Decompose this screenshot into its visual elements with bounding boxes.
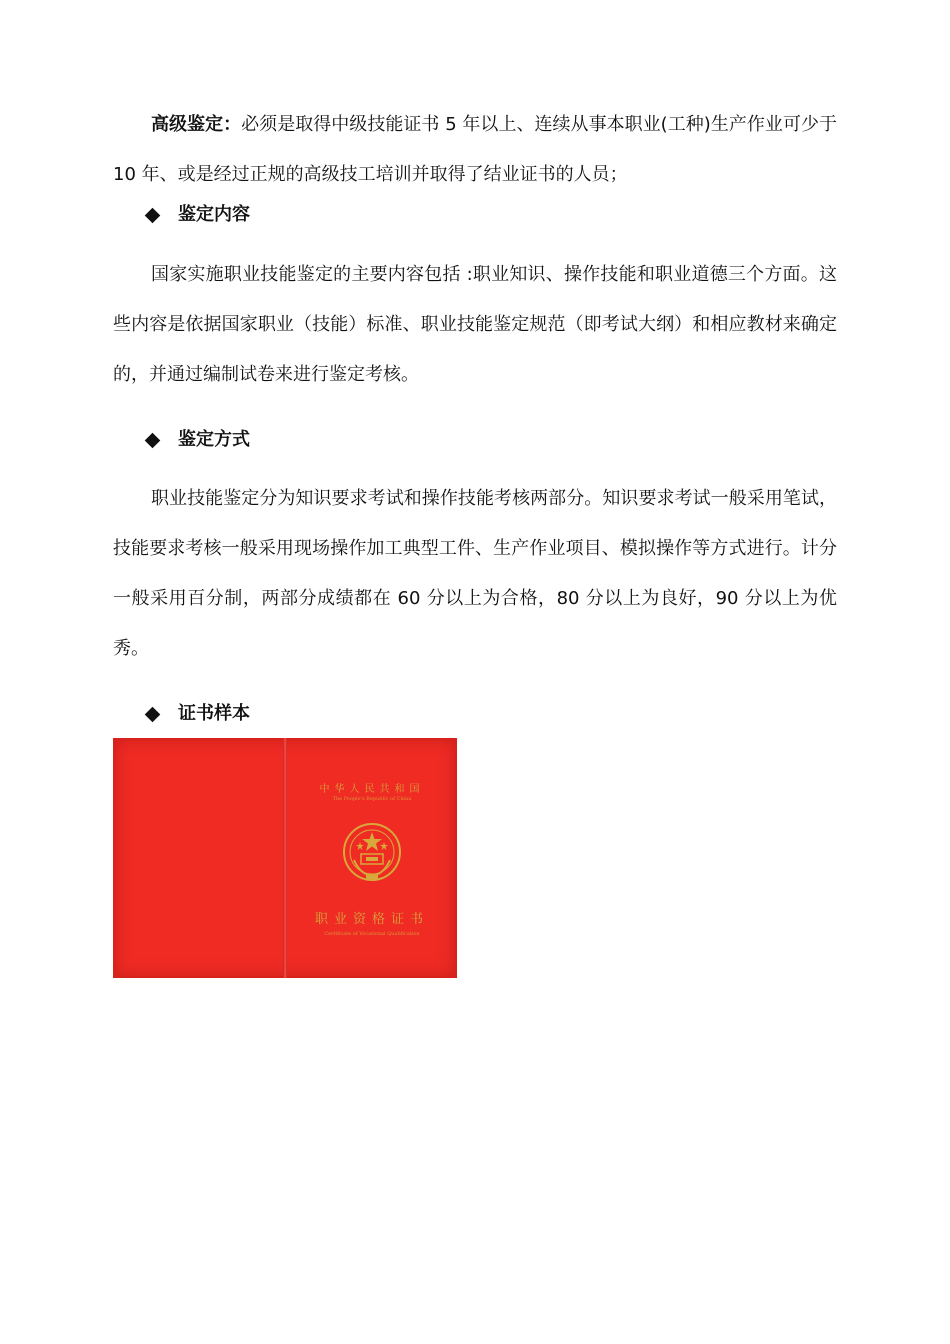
certificate-title-en: Certificate of Vocational Qualification [324, 931, 420, 937]
diamond-bullet-icon [145, 706, 161, 722]
section-heading-sample [145, 702, 250, 726]
section-heading-sample-label: 证书样本 [178, 703, 250, 724]
certificate-country-en: The People's Republic of China [332, 796, 412, 802]
diamond-bullet-icon [145, 207, 161, 223]
diamond-bullet-icon [145, 432, 161, 448]
certificate-country-cn: 中华人民共和国 [319, 784, 425, 795]
national-emblem-icon [340, 820, 404, 884]
section-heading-content [145, 203, 250, 227]
certificate-title-cn: 职业资格证书 [314, 912, 429, 927]
certificate-sample-image [113, 738, 457, 978]
advanced-appraisal-text: 必须是取得中级技能证书 5 年以上、连续从事本职业(工种)生产作业可少于 10 年、或是经过正规的高级技工培训并取得了结业证书的人员； [113, 114, 838, 185]
section-heading-method [145, 428, 250, 452]
section-heading-content-label: 鉴定内容 [178, 204, 250, 225]
certificate-front-cover [287, 738, 457, 978]
advanced-appraisal-label: 高级鉴定： [151, 114, 242, 135]
method-paragraph: 职业技能鉴定分为知识要求考试和操作技能考核两部分。知识要求考试一般采用笔试，技能要求考核一般采用现场操作加工典型工件、生产作业项目、模拟操作等方式进行。计分一般采用百分制，两部分成绩都在 60 分以上为合格，80 分以上为良好，90 分以上为优秀。 [113, 488, 837, 659]
content-paragraph: 国家实施职业技能鉴定的主要内容包括 :职业知识、操作技能和职业道德三个方面。这些内容是依据国家职业（技能）标准、职业技能鉴定规范（即考试大纲）和相应教材来确定的，并通过编制试卷来进行鉴定考核。 [113, 264, 837, 385]
advanced-appraisal-paragraph [113, 100, 837, 200]
section-heading-method-label: 鉴定方式 [178, 429, 250, 450]
